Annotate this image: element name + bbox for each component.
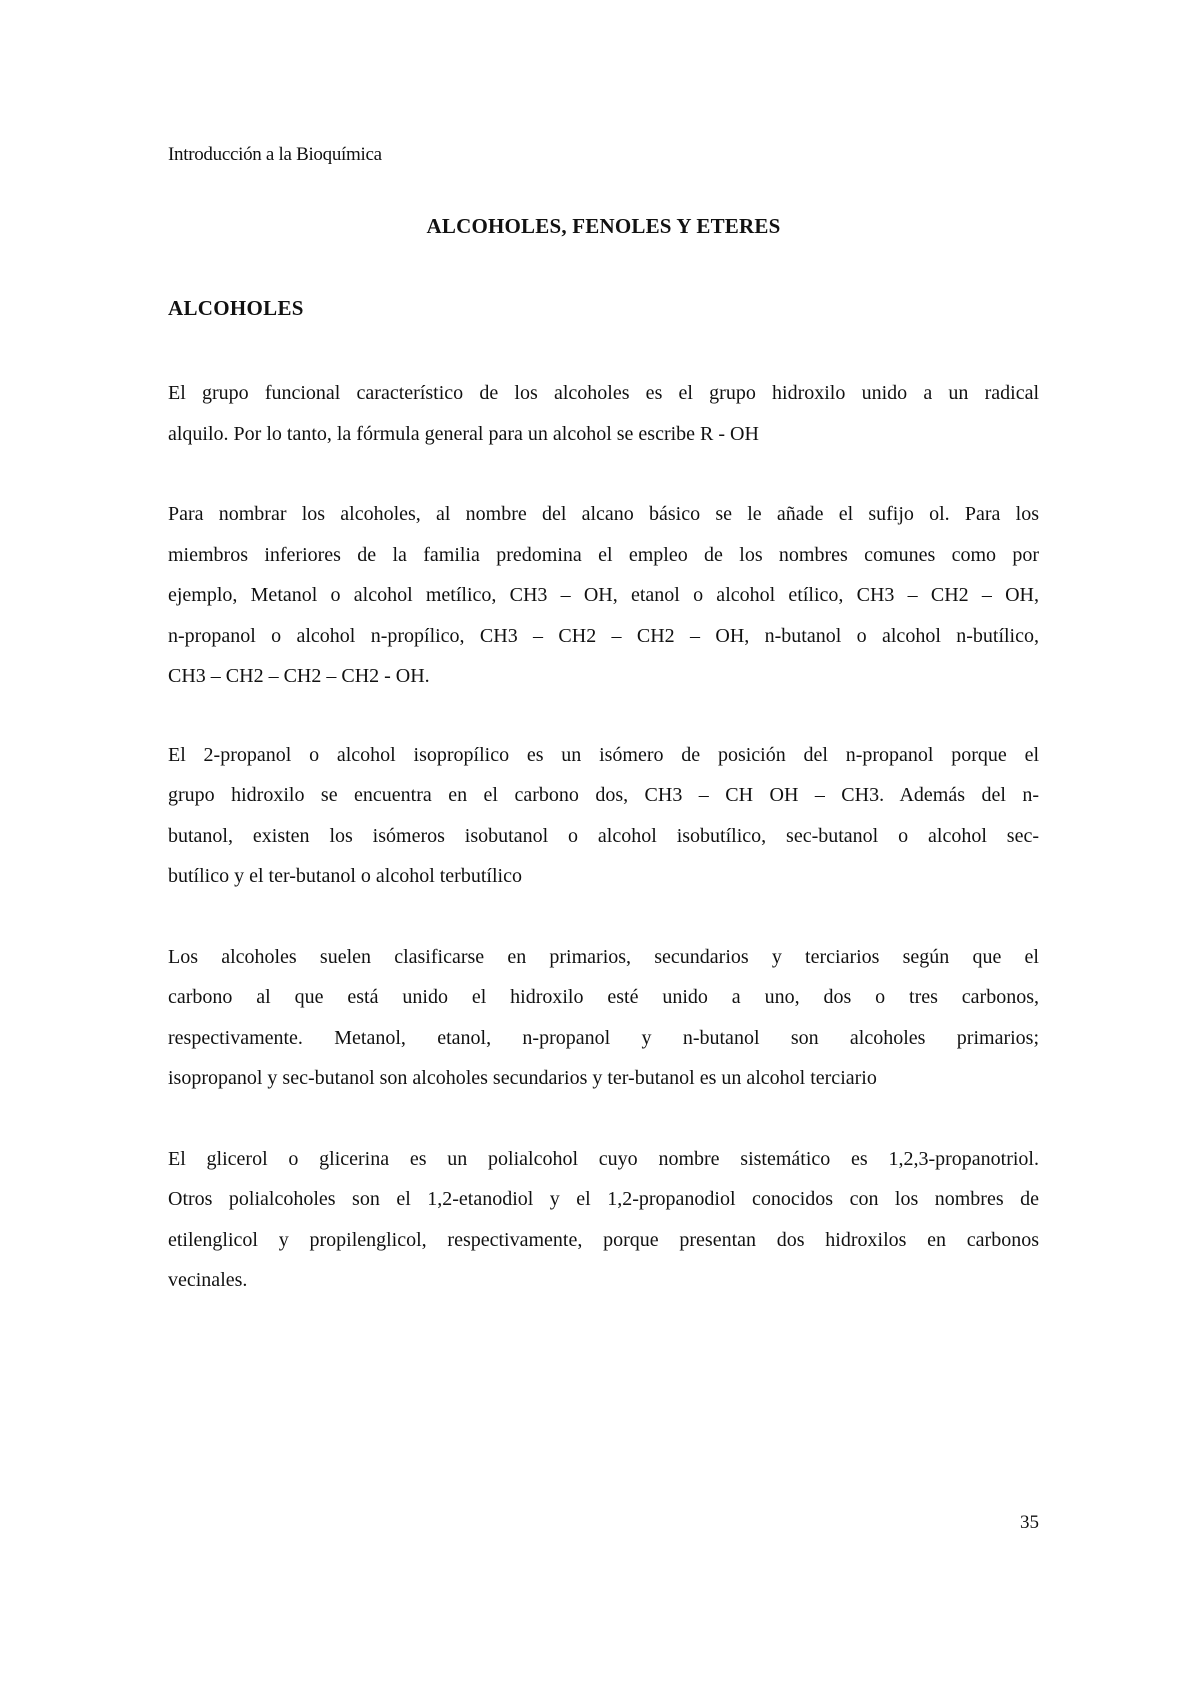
paragraph [168, 373, 1039, 454]
text-line: butanol, existen los isómeros isobutanol o alcohol isobutílico, sec-butanol o alcohol sec- [168, 824, 1039, 847]
text-line: isopropanol y sec-butanol son alcoholes secundarios y ter-butanol es un alcohol terciario [168, 1067, 877, 1089]
text-line: El glicerol o glicerina es un polialcohol cuyo nombre sistemático es 1,2,3-propanotriol. [168, 1147, 1039, 1170]
running-header: Introducción a la Bioquímica [168, 144, 382, 165]
text-line: Para nombrar los alcoholes, al nombre del alcano básico se le añade el sufijo ol. Para los [168, 503, 1039, 525]
text-line: El grupo funcional característico de los alcoholes es el grupo hidroxilo unido a un radical [168, 382, 1039, 404]
text-line: butílico y el ter-butanol o alcohol terbutílico [168, 865, 522, 887]
text-line: Otros polialcoholes son el 1,2-etanodiol y el 1,2-propanodiol conocidos con los nombres de [168, 1188, 1039, 1210]
text-line: etilenglicol y propilenglicol, respectivamente, porque presentan dos hidroxilos en carbonos [168, 1228, 1039, 1251]
text-line: CH3 – CH2 – CH2 – CH2 - OH. [168, 665, 430, 687]
document-title: ALCOHOLES, FENOLES Y ETERES [426, 214, 781, 238]
text-line: vecinales. [168, 1269, 248, 1291]
text-line: Los alcoholes suelen clasificarse en primarios, secundarios y terciarios según que el [168, 945, 1039, 968]
page-number: 35 [1020, 1512, 1039, 1533]
body-text [168, 373, 1039, 1341]
section-heading: ALCOHOLES [168, 296, 304, 320]
paragraph [168, 937, 1039, 1099]
text-line: alquilo. Por lo tanto, la fórmula general para un alcohol se escribe R - OH [168, 422, 759, 445]
paragraph [168, 1139, 1039, 1301]
text-line: El 2-propanol o alcohol isopropílico es un isómero de posición del n-propanol porque el [168, 743, 1039, 766]
text-line: carbono al que está unido el hidroxilo esté unido a uno, dos o tres carbonos, [168, 986, 1039, 1008]
paragraph [168, 735, 1039, 897]
text-line: miembros inferiores de la familia predomina el empleo de los nombres comunes como por [168, 543, 1039, 566]
text-line: respectivamente. Metanol, etanol, n-propanol y n-butanol son alcoholes primarios; [168, 1026, 1039, 1049]
text-line: ejemplo, Metanol o alcohol metílico, CH3 – OH, etanol o alcohol etílico, CH3 – CH2 – OH, [168, 584, 1039, 606]
text-line: n-propanol o alcohol n-propílico, CH3 – CH2 – CH2 – OH, n-butanol o alcohol n-butílico, [168, 624, 1039, 647]
text-line: grupo hidroxilo se encuentra en el carbono dos, CH3 – CH OH – CH3. Además del n- [168, 784, 1039, 806]
paragraph [168, 494, 1039, 697]
